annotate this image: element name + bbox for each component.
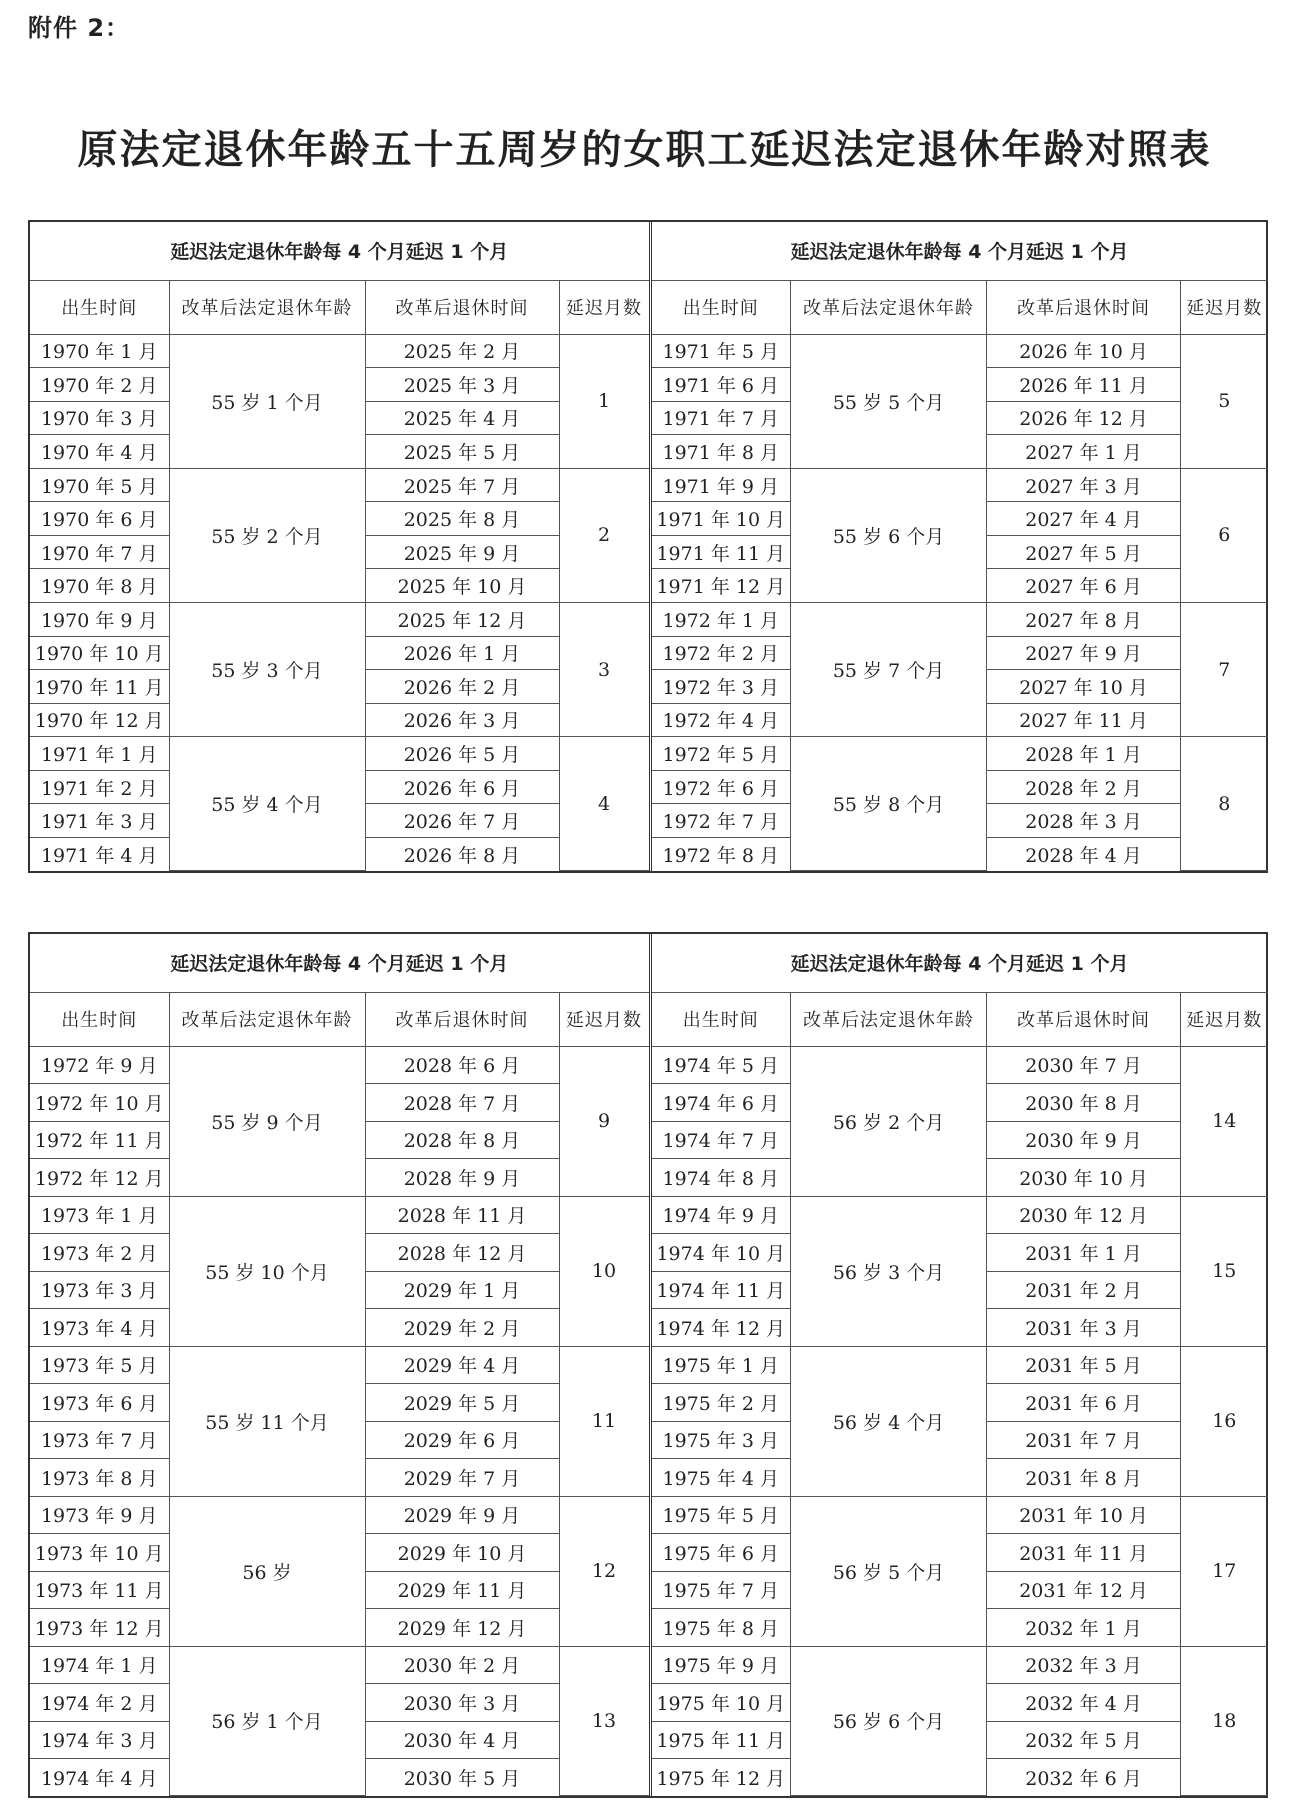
birth-date-cell: 1973 年 4 月 bbox=[30, 1309, 169, 1347]
birth-date-cell: 1970 年 3 月 bbox=[30, 401, 169, 435]
birth-date-cell: 1971 年 5 月 bbox=[652, 334, 791, 368]
retirement-date-cell: 2027 年 11 月 bbox=[987, 703, 1181, 737]
comparison-table-1 bbox=[28, 220, 1268, 873]
birth-date-cell: 1971 年 10 月 bbox=[652, 502, 791, 536]
birth-date-cell: 1975 年 12 月 bbox=[652, 1759, 791, 1796]
table-row bbox=[30, 1196, 650, 1234]
table-caption: 延迟法定退休年龄每 4 个月延迟 1 个月 bbox=[30, 934, 650, 992]
delay-months-cell: 16 bbox=[1181, 1346, 1268, 1496]
retirement-date-cell: 2025 年 9 月 bbox=[365, 535, 559, 569]
table-row bbox=[652, 737, 1268, 771]
retirement-date-cell: 2027 年 10 月 bbox=[987, 670, 1181, 704]
retirement-date-cell: 2026 年 10 月 bbox=[987, 334, 1181, 368]
retirement-date-cell: 2028 年 1 月 bbox=[987, 737, 1181, 771]
birth-date-cell: 1974 年 10 月 bbox=[652, 1234, 791, 1272]
delay-months-cell: 1 bbox=[559, 334, 650, 468]
birth-date-cell: 1971 年 3 月 bbox=[30, 804, 169, 838]
retirement-age-cell: 55 岁 1 个月 bbox=[169, 334, 365, 468]
birth-date-cell: 1972 年 12 月 bbox=[30, 1159, 169, 1197]
retirement-date-cell: 2027 年 9 月 bbox=[987, 636, 1181, 670]
retirement-date-cell: 2026 年 5 月 bbox=[365, 737, 559, 771]
delay-months-cell: 3 bbox=[559, 603, 650, 737]
table-row bbox=[30, 603, 650, 637]
retirement-date-cell: 2025 年 5 月 bbox=[365, 435, 559, 469]
retirement-date-cell: 2029 年 11 月 bbox=[365, 1571, 559, 1609]
retirement-date-cell: 2031 年 11 月 bbox=[987, 1534, 1181, 1572]
table-row bbox=[652, 603, 1268, 637]
retirement-date-cell: 2025 年 8 月 bbox=[365, 502, 559, 536]
birth-date-cell: 1974 年 11 月 bbox=[652, 1271, 791, 1309]
birth-date-cell: 1973 年 10 月 bbox=[30, 1534, 169, 1572]
retirement-date-cell: 2026 年 6 月 bbox=[365, 770, 559, 804]
header-new-retirement-date: 改革后退休时间 bbox=[987, 280, 1181, 334]
retirement-date-cell: 2028 年 7 月 bbox=[365, 1084, 559, 1122]
delay-months-cell: 12 bbox=[559, 1496, 650, 1646]
table-row bbox=[30, 737, 650, 771]
birth-date-cell: 1972 年 3 月 bbox=[652, 670, 791, 704]
retirement-age-cell: 55 岁 2 个月 bbox=[169, 468, 365, 602]
birth-date-cell: 1970 年 4 月 bbox=[30, 435, 169, 469]
delay-months-cell: 9 bbox=[559, 1046, 650, 1196]
delay-months-cell: 7 bbox=[1181, 603, 1268, 737]
retirement-date-cell: 2029 年 1 月 bbox=[365, 1271, 559, 1309]
delay-months-cell: 15 bbox=[1181, 1196, 1268, 1346]
retirement-date-cell: 2027 年 8 月 bbox=[987, 603, 1181, 637]
birth-date-cell: 1974 年 8 月 bbox=[652, 1159, 791, 1197]
delay-months-cell: 17 bbox=[1181, 1496, 1268, 1646]
birth-date-cell: 1971 年 12 月 bbox=[652, 569, 791, 603]
delay-months-cell: 2 bbox=[559, 468, 650, 602]
birth-date-cell: 1972 年 2 月 bbox=[652, 636, 791, 670]
birth-date-cell: 1973 年 11 月 bbox=[30, 1571, 169, 1609]
retirement-date-cell: 2029 年 4 月 bbox=[365, 1346, 559, 1384]
birth-date-cell: 1973 年 6 月 bbox=[30, 1384, 169, 1422]
table-row bbox=[652, 1646, 1268, 1684]
table-row bbox=[652, 334, 1268, 368]
retirement-age-cell: 55 岁 3 个月 bbox=[169, 603, 365, 737]
table-1-left-half bbox=[30, 222, 652, 871]
table-row bbox=[652, 1196, 1268, 1234]
retirement-age-cell: 56 岁 bbox=[169, 1496, 365, 1646]
retirement-date-cell: 2028 年 2 月 bbox=[987, 770, 1181, 804]
retirement-date-cell: 2025 年 2 月 bbox=[365, 334, 559, 368]
delay-months-cell: 6 bbox=[1181, 468, 1268, 602]
retirement-date-cell: 2031 年 8 月 bbox=[987, 1459, 1181, 1497]
birth-date-cell: 1970 年 10 月 bbox=[30, 636, 169, 670]
birth-date-cell: 1970 年 11 月 bbox=[30, 670, 169, 704]
retirement-age-cell: 56 岁 4 个月 bbox=[791, 1346, 987, 1496]
retirement-age-cell: 56 岁 2 个月 bbox=[791, 1046, 987, 1196]
retirement-date-cell: 2032 年 5 月 bbox=[987, 1721, 1181, 1759]
header-birth-date: 出生时间 bbox=[30, 280, 169, 334]
table-caption: 延迟法定退休年龄每 4 个月延迟 1 个月 bbox=[30, 222, 650, 280]
retirement-date-cell: 2031 年 5 月 bbox=[987, 1346, 1181, 1384]
birth-date-cell: 1973 年 8 月 bbox=[30, 1459, 169, 1497]
table-row bbox=[652, 1496, 1268, 1534]
retirement-date-cell: 2029 年 9 月 bbox=[365, 1496, 559, 1534]
retirement-date-cell: 2028 年 6 月 bbox=[365, 1046, 559, 1084]
retirement-date-cell: 2031 年 7 月 bbox=[987, 1421, 1181, 1459]
birth-date-cell: 1970 年 8 月 bbox=[30, 569, 169, 603]
retirement-date-cell: 2027 年 6 月 bbox=[987, 569, 1181, 603]
retirement-date-cell: 2027 年 5 月 bbox=[987, 535, 1181, 569]
birth-date-cell: 1974 年 4 月 bbox=[30, 1759, 169, 1796]
retirement-date-cell: 2027 年 4 月 bbox=[987, 502, 1181, 536]
birth-date-cell: 1972 年 7 月 bbox=[652, 804, 791, 838]
retirement-date-cell: 2031 年 12 月 bbox=[987, 1571, 1181, 1609]
retirement-date-cell: 2025 年 7 月 bbox=[365, 468, 559, 502]
birth-date-cell: 1970 年 7 月 bbox=[30, 535, 169, 569]
birth-date-cell: 1972 年 11 月 bbox=[30, 1121, 169, 1159]
birth-date-cell: 1974 年 12 月 bbox=[652, 1309, 791, 1347]
header-new-retirement-age: 改革后法定退休年龄 bbox=[791, 992, 987, 1046]
header-new-retirement-age: 改革后法定退休年龄 bbox=[169, 280, 365, 334]
retirement-age-cell: 55 岁 5 个月 bbox=[791, 334, 987, 468]
header-delay-months: 延迟月数 bbox=[1181, 992, 1268, 1046]
birth-date-cell: 1975 年 2 月 bbox=[652, 1384, 791, 1422]
retirement-date-cell: 2026 年 3 月 bbox=[365, 703, 559, 737]
retirement-age-cell: 56 岁 1 个月 bbox=[169, 1646, 365, 1796]
birth-date-cell: 1970 年 1 月 bbox=[30, 334, 169, 368]
retirement-date-cell: 2030 年 7 月 bbox=[987, 1046, 1181, 1084]
delay-months-cell: 18 bbox=[1181, 1646, 1268, 1796]
retirement-date-cell: 2028 年 8 月 bbox=[365, 1121, 559, 1159]
retirement-date-cell: 2028 年 11 月 bbox=[365, 1196, 559, 1234]
retirement-date-cell: 2030 年 9 月 bbox=[987, 1121, 1181, 1159]
page-title: 原法定退休年龄五十五周岁的女职工延迟法定退休年龄对照表 bbox=[77, 126, 1212, 173]
retirement-date-cell: 2029 年 6 月 bbox=[365, 1421, 559, 1459]
delay-months-cell: 4 bbox=[559, 737, 650, 871]
retirement-age-cell: 55 岁 9 个月 bbox=[169, 1046, 365, 1196]
birth-date-cell: 1971 年 7 月 bbox=[652, 401, 791, 435]
retirement-age-cell: 56 岁 3 个月 bbox=[791, 1196, 987, 1346]
birth-date-cell: 1971 年 9 月 bbox=[652, 468, 791, 502]
birth-date-cell: 1973 年 2 月 bbox=[30, 1234, 169, 1272]
birth-date-cell: 1973 年 3 月 bbox=[30, 1271, 169, 1309]
retirement-date-cell: 2028 年 9 月 bbox=[365, 1159, 559, 1197]
delay-months-cell: 14 bbox=[1181, 1046, 1268, 1196]
birth-date-cell: 1974 年 5 月 bbox=[652, 1046, 791, 1084]
birth-date-cell: 1972 年 10 月 bbox=[30, 1084, 169, 1122]
retirement-date-cell: 2032 年 4 月 bbox=[987, 1684, 1181, 1722]
retirement-date-cell: 2026 年 8 月 bbox=[365, 837, 559, 870]
retirement-date-cell: 2032 年 3 月 bbox=[987, 1646, 1181, 1684]
retirement-date-cell: 2026 年 1 月 bbox=[365, 636, 559, 670]
retirement-age-cell: 56 岁 6 个月 bbox=[791, 1646, 987, 1796]
birth-date-cell: 1971 年 2 月 bbox=[30, 770, 169, 804]
table-caption: 延迟法定退休年龄每 4 个月延迟 1 个月 bbox=[652, 934, 1268, 992]
retirement-age-cell: 55 岁 7 个月 bbox=[791, 603, 987, 737]
delay-months-cell: 10 bbox=[559, 1196, 650, 1346]
header-new-retirement-date: 改革后退休时间 bbox=[365, 992, 559, 1046]
retirement-date-cell: 2029 年 5 月 bbox=[365, 1384, 559, 1422]
retirement-date-cell: 2030 年 4 月 bbox=[365, 1721, 559, 1759]
retirement-date-cell: 2030 年 5 月 bbox=[365, 1759, 559, 1796]
birth-date-cell: 1970 年 6 月 bbox=[30, 502, 169, 536]
retirement-date-cell: 2028 年 3 月 bbox=[987, 804, 1181, 838]
attachment-label: 附件 2： bbox=[28, 14, 131, 42]
delay-months-cell: 8 bbox=[1181, 737, 1268, 871]
birth-date-cell: 1971 年 4 月 bbox=[30, 837, 169, 870]
birth-date-cell: 1974 年 1 月 bbox=[30, 1646, 169, 1684]
table-row bbox=[652, 468, 1268, 502]
birth-date-cell: 1975 年 5 月 bbox=[652, 1496, 791, 1534]
birth-date-cell: 1974 年 3 月 bbox=[30, 1721, 169, 1759]
comparison-table-2 bbox=[28, 932, 1268, 1798]
retirement-date-cell: 2027 年 3 月 bbox=[987, 468, 1181, 502]
birth-date-cell: 1973 年 9 月 bbox=[30, 1496, 169, 1534]
retirement-date-cell: 2030 年 12 月 bbox=[987, 1196, 1181, 1234]
header-new-retirement-date: 改革后退休时间 bbox=[365, 280, 559, 334]
birth-date-cell: 1975 年 4 月 bbox=[652, 1459, 791, 1497]
table-row bbox=[30, 1046, 650, 1084]
birth-date-cell: 1974 年 6 月 bbox=[652, 1084, 791, 1122]
table-row bbox=[30, 1346, 650, 1384]
header-birth-date: 出生时间 bbox=[30, 992, 169, 1046]
retirement-date-cell: 2025 年 12 月 bbox=[365, 603, 559, 637]
retirement-date-cell: 2031 年 10 月 bbox=[987, 1496, 1181, 1534]
retirement-date-cell: 2029 年 7 月 bbox=[365, 1459, 559, 1497]
table-1-right-half bbox=[652, 222, 1268, 871]
birth-date-cell: 1973 年 5 月 bbox=[30, 1346, 169, 1384]
retirement-date-cell: 2030 年 10 月 bbox=[987, 1159, 1181, 1197]
retirement-date-cell: 2029 年 2 月 bbox=[365, 1309, 559, 1347]
birth-date-cell: 1970 年 2 月 bbox=[30, 368, 169, 402]
delay-months-cell: 11 bbox=[559, 1346, 650, 1496]
header-new-retirement-date: 改革后退休时间 bbox=[987, 992, 1181, 1046]
retirement-date-cell: 2032 年 1 月 bbox=[987, 1609, 1181, 1647]
retirement-date-cell: 2026 年 7 月 bbox=[365, 804, 559, 838]
retirement-date-cell: 2025 年 3 月 bbox=[365, 368, 559, 402]
retirement-age-cell: 55 岁 10 个月 bbox=[169, 1196, 365, 1346]
retirement-date-cell: 2026 年 11 月 bbox=[987, 368, 1181, 402]
birth-date-cell: 1975 年 11 月 bbox=[652, 1721, 791, 1759]
birth-date-cell: 1972 年 5 月 bbox=[652, 737, 791, 771]
birth-date-cell: 1973 年 1 月 bbox=[30, 1196, 169, 1234]
retirement-age-cell: 55 岁 11 个月 bbox=[169, 1346, 365, 1496]
table-row bbox=[30, 468, 650, 502]
birth-date-cell: 1970 年 12 月 bbox=[30, 703, 169, 737]
retirement-date-cell: 2031 年 3 月 bbox=[987, 1309, 1181, 1347]
birth-date-cell: 1972 年 6 月 bbox=[652, 770, 791, 804]
retirement-age-cell: 56 岁 5 个月 bbox=[791, 1496, 987, 1646]
table-row bbox=[652, 1046, 1268, 1084]
table-2-right-half bbox=[652, 934, 1268, 1796]
birth-date-cell: 1975 年 1 月 bbox=[652, 1346, 791, 1384]
birth-date-cell: 1974 年 9 月 bbox=[652, 1196, 791, 1234]
retirement-age-cell: 55 岁 6 个月 bbox=[791, 468, 987, 602]
retirement-date-cell: 2026 年 12 月 bbox=[987, 401, 1181, 435]
table-row bbox=[30, 334, 650, 368]
delay-months-cell: 5 bbox=[1181, 334, 1268, 468]
retirement-age-cell: 55 岁 4 个月 bbox=[169, 737, 365, 871]
retirement-date-cell: 2028 年 4 月 bbox=[987, 837, 1181, 870]
header-delay-months: 延迟月数 bbox=[559, 280, 650, 334]
birth-date-cell: 1970 年 9 月 bbox=[30, 603, 169, 637]
birth-date-cell: 1972 年 4 月 bbox=[652, 703, 791, 737]
retirement-date-cell: 2031 年 6 月 bbox=[987, 1384, 1181, 1422]
birth-date-cell: 1973 年 12 月 bbox=[30, 1609, 169, 1647]
header-new-retirement-age: 改革后法定退休年龄 bbox=[169, 992, 365, 1046]
birth-date-cell: 1970 年 5 月 bbox=[30, 468, 169, 502]
birth-date-cell: 1973 年 7 月 bbox=[30, 1421, 169, 1459]
retirement-date-cell: 2029 年 12 月 bbox=[365, 1609, 559, 1647]
birth-date-cell: 1975 年 3 月 bbox=[652, 1421, 791, 1459]
retirement-age-cell: 55 岁 8 个月 bbox=[791, 737, 987, 871]
retirement-date-cell: 2030 年 8 月 bbox=[987, 1084, 1181, 1122]
table-row bbox=[652, 1346, 1268, 1384]
table-caption: 延迟法定退休年龄每 4 个月延迟 1 个月 bbox=[652, 222, 1268, 280]
birth-date-cell: 1971 年 1 月 bbox=[30, 737, 169, 771]
table-2-left-half bbox=[30, 934, 652, 1796]
retirement-date-cell: 2028 年 12 月 bbox=[365, 1234, 559, 1272]
birth-date-cell: 1974 年 7 月 bbox=[652, 1121, 791, 1159]
birth-date-cell: 1974 年 2 月 bbox=[30, 1684, 169, 1722]
header-birth-date: 出生时间 bbox=[652, 992, 791, 1046]
birth-date-cell: 1975 年 10 月 bbox=[652, 1684, 791, 1722]
retirement-date-cell: 2031 年 2 月 bbox=[987, 1271, 1181, 1309]
birth-date-cell: 1971 年 6 月 bbox=[652, 368, 791, 402]
header-delay-months: 延迟月数 bbox=[559, 992, 650, 1046]
retirement-date-cell: 2025 年 10 月 bbox=[365, 569, 559, 603]
table-row bbox=[30, 1646, 650, 1684]
retirement-date-cell: 2027 年 1 月 bbox=[987, 435, 1181, 469]
retirement-date-cell: 2029 年 10 月 bbox=[365, 1534, 559, 1572]
birth-date-cell: 1972 年 9 月 bbox=[30, 1046, 169, 1084]
header-delay-months: 延迟月数 bbox=[1181, 280, 1268, 334]
retirement-date-cell: 2032 年 6 月 bbox=[987, 1759, 1181, 1796]
delay-months-cell: 13 bbox=[559, 1646, 650, 1796]
table-row bbox=[30, 1496, 650, 1534]
birth-date-cell: 1971 年 11 月 bbox=[652, 535, 791, 569]
header-birth-date: 出生时间 bbox=[652, 280, 791, 334]
retirement-date-cell: 2025 年 4 月 bbox=[365, 401, 559, 435]
birth-date-cell: 1975 年 6 月 bbox=[652, 1534, 791, 1572]
retirement-date-cell: 2031 年 1 月 bbox=[987, 1234, 1181, 1272]
retirement-date-cell: 2030 年 3 月 bbox=[365, 1684, 559, 1722]
retirement-date-cell: 2026 年 2 月 bbox=[365, 670, 559, 704]
birth-date-cell: 1972 年 8 月 bbox=[652, 837, 791, 870]
header-new-retirement-age: 改革后法定退休年龄 bbox=[791, 280, 987, 334]
birth-date-cell: 1975 年 8 月 bbox=[652, 1609, 791, 1647]
birth-date-cell: 1975 年 9 月 bbox=[652, 1646, 791, 1684]
retirement-date-cell: 2030 年 2 月 bbox=[365, 1646, 559, 1684]
birth-date-cell: 1975 年 7 月 bbox=[652, 1571, 791, 1609]
birth-date-cell: 1972 年 1 月 bbox=[652, 603, 791, 637]
birth-date-cell: 1971 年 8 月 bbox=[652, 435, 791, 469]
